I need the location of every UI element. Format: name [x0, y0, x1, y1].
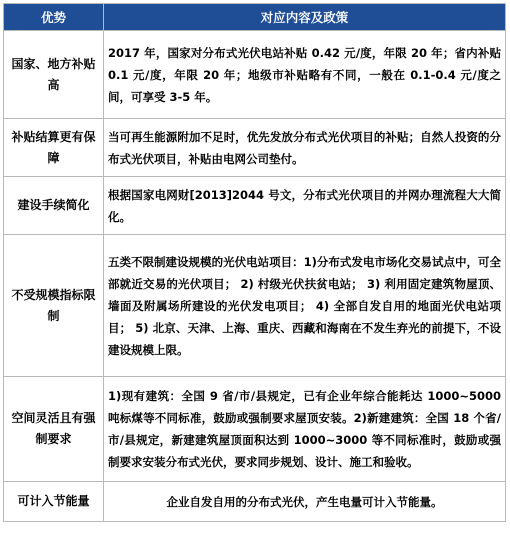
row-content-text: 2017 年，国家对分布式光伏电站补贴 0.42 元/度，年限 20 年；省内补贴 0.1 元/度，年限 20 年；地级市补贴略有不同，一般在 0.1-0.4 元/度之间，可享受 3-5 年。: [104, 31, 506, 119]
row-advantage-label: 补贴结算更有保障: [4, 119, 104, 177]
table-row: [4, 119, 506, 177]
row-content-text: 当可再生能源附加不足时，优先发放分布式光伏项目的补贴；自然人投资的分布式光伏项目，补贴由电网公司垫付。: [104, 119, 506, 177]
row-advantage-label: 建设手续简化: [4, 177, 104, 235]
table-row: [4, 482, 506, 522]
row-content-text: 根据国家电网财[2013]2044 号文，分布式光伏项目的并网办理流程大大简化。: [104, 177, 506, 235]
row-content-text: 五类不限制建设规模的光伏电站项目：1)分布式发电市场化交易试点中，可全部就近交易的光伏项目； 2) 村级光伏扶贫电站； 3) 利用固定建筑物屋顶、墙面及附属场所建设的光伏发电项目； 4) 全部自发自用的地面光伏电站项目； 5) 北京、天津、上海、重庆、西藏和海南在不发生弃光的前提下，不设建设规模上限。: [104, 235, 506, 377]
row-content-text: 1)现有建筑：全国 9 省/市/县规定，已有企业年综合能耗达 1000~5000 吨标煤等不同标准，鼓励或强制要求屋顶安装。2)新建建筑：全国 18 个省/市/县规定，新建建筑屋顶面积达到 1000~3000 等不同标准时，鼓励或强制要求安装分布式光伏，要求同步规划、设计、施工和验收。: [104, 377, 506, 482]
header-advantage: 优势: [4, 4, 104, 31]
row-advantage-label: 不受规模指标限制: [4, 235, 104, 377]
row-advantage-label: 空间灵活且有强制要求: [4, 377, 104, 482]
table-row: [4, 377, 506, 482]
table-row: [4, 177, 506, 235]
policy-table: [3, 3, 506, 522]
table-row: [4, 31, 506, 119]
row-content-text: 企业自发自用的分布式光伏，产生电量可计入节能量。: [104, 482, 506, 522]
header-content: 对应内容及政策: [104, 4, 506, 31]
table-row: [4, 235, 506, 377]
table-header-row: [4, 4, 506, 31]
row-advantage-label: 国家、地方补贴高: [4, 31, 104, 119]
row-advantage-label: 可计入节能量: [4, 482, 104, 522]
